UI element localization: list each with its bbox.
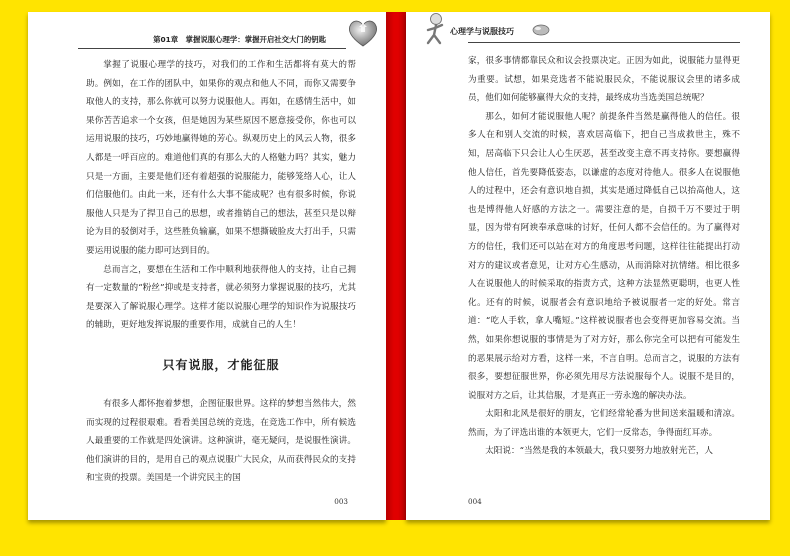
paragraph: 有很多人都怀抱着梦想，企图征服世界。这样的梦想当然伟大，然而实现的过程很艰难。看看美国总统的竞选，在竞选工作中，所有候选人最重要的工作就是四处演讲。这种演讲，毫无疑问，是说服性演讲。他们演讲的目的，是用自己的观点说服广大民众，从而获得民众的支持和宝贵的投票。美国是一个讲究民主的国 [86,398,356,484]
left-running-header [28,12,386,52]
left-page-number: 003 [334,497,348,506]
left-page [28,12,386,520]
thinking-figure-icon [418,12,450,46]
right-body-text [468,52,740,461]
paragraph: 那么，如何才能说服他人呢？前提条件当然是赢得他人的信任。很多人在和别人交流的时候，喜欢居高临下，把自己当成救世主，殊不知，居高临下只会让人心生厌恶，甚至改变主意不再支持你。要想赢得他人信任，首先要降低姿态，以谦虚的态度对待他人。很多人在说服他人的过程中，还会有意识地自损，其实是通过降低自己以抬高他人，这也是博得他人好感的方法之一。需要注意的是，自损千万不要过于明显，因为带有阿谀奉承意味的讨好，任何人都不会信任的。为了赢得对方的信任，我们还可以站在对方的角度思考问题，这样往往能提出打动对方的建议或者意见，让对方心生感动，从而消除对抗情绪。相比很多人在说服他人的时候采取的指责方式，这种方法显然更聪明，也更人性化。还有的时候，说服者会有意识地给予被说服者一定的好处。常言道：“吃人手软，拿人嘴短。”这样被说服者也会变得更加容易交流。当然，如果你想说服的事情是为了对方好，那么你完全可以把有可能发生的恶果展示给对方看，这样一来，不言自明。总而言之，说服的方法有很多，要想征服世界，你必须先用尽方法说服每个人。说服不是目的，说服对方之后，让其信服，才是真正一劳永逸的解决办法。 [468,111,740,401]
heart-icon [346,18,380,48]
right-header-text: 心理学与说服技巧 [450,27,514,36]
paragraph: 掌握了说服心理学的技巧，对我们的工作和生活都将有莫大的帮助。例如，在工作的团队中，如果你的观点和他人不同，而你又需要争取他人的支持，那么你就可以努力说服他人。再如，在感情生活中，如果你苦苦追求一个女孩，但是她因为某些原因不愿意接受你，你也可以运用说服的技巧，巧妙地赢得她的芳心。纵观历史上的风云人物，很多人都是一呼百应的。难道他们真的有那么大的人格魅力吗？其实，魅力只是一方面，主要是他们还有着超强的说服能力，能够笼络人心，让人们信服他们。由此一来，还有什么大事不能成呢？也有很多时候，你说服他人只是为了捍卫自己的思想，或者推销自己的想法，甚至只是以辩论为目的驳倒对手，这些胜负输赢，如果不想撕破脸皮大打出手，只需要运用说服的能力即可达到目的。 [86,60,356,256]
paragraph: 太阳说：“当然是我的本领最大，我只要努力地放射光芒，人 [485,446,714,457]
right-page [406,12,770,520]
book-spine [386,12,406,520]
right-running-header [406,12,770,52]
header-rule [78,48,346,49]
right-page-number: 004 [468,497,482,506]
paragraph: 太阳和北风是很好的朋友，它们经常轮番为世间送来温暖和清凉。然而，为了评选出谁的本领更大，它们一反常态，争得面红耳赤。 [468,409,740,438]
paragraph: 总而言之，要想在生活和工作中顺利地获得他人的支持，让自己拥有一定数量的“粉丝”抑或是支持者，就必须努力掌握说服的技巧，尤其是要深入了解说服心理学。这样才能以说服心理学的知识作为说服技巧的辅助，更好地发挥说服的重要作用，成就自己的人生！ [86,264,356,331]
ball-icon [532,24,550,36]
header-rule [468,42,740,43]
paragraph: 家，很多事情都靠民众和议会投票决定。正因为如此，说服能力显得更为重要。试想，如果竞选者不能说服民众，不能说服议会里的诸多成员，他们如何能够赢得大众的支持，最终成功当选美国总统呢？ [468,56,740,104]
left-body-text [86,56,356,488]
left-header-text: 第01章 掌握说服心理学：掌握开启社交大门的钥匙 [153,35,326,44]
section-title: 只有说服，才能征服 [162,357,280,372]
book-spread [28,12,770,532]
